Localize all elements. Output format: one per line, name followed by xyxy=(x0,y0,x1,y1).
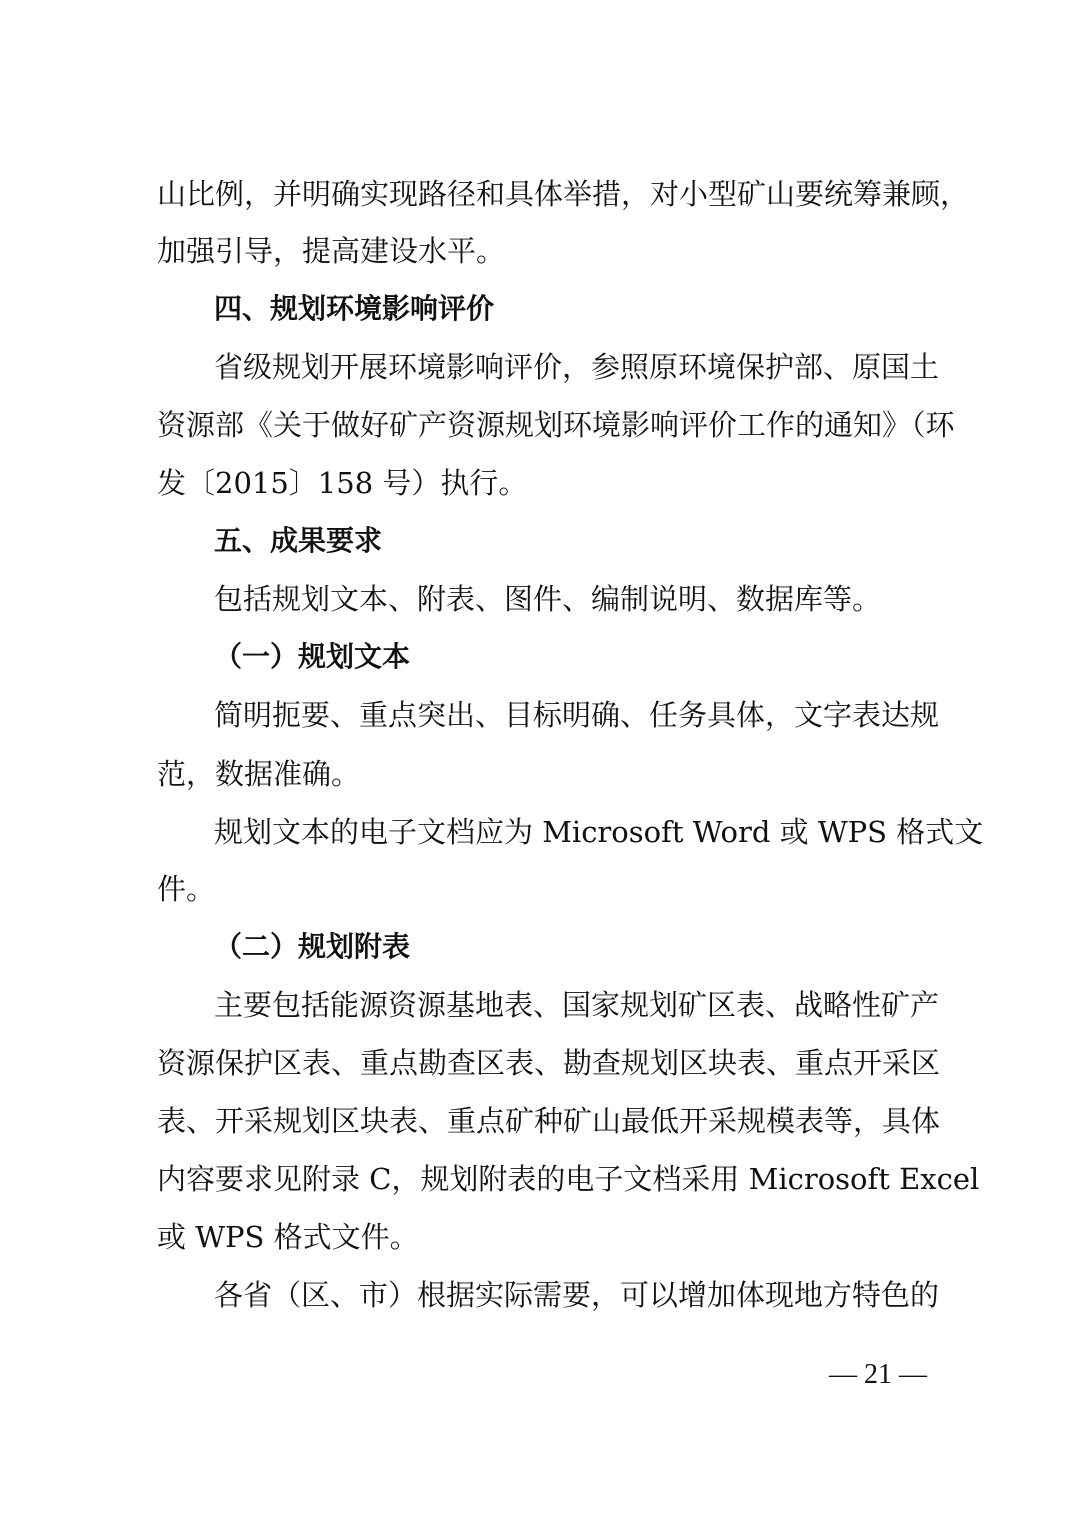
paragraph-line: 各省（区、市）根据实际需要，可以增加体现地方特色的 xyxy=(214,1278,940,1312)
paragraph-line: 包括规划文本、附表、图件、编制说明、数据库等。 xyxy=(214,582,882,616)
paragraph-line: 资源保护区表、重点勘查区表、勘查规划区块表、重点开采区 xyxy=(157,1046,941,1080)
paragraph-line: 主要包括能源资源基地表、国家规划矿区表、战略性矿产 xyxy=(214,988,940,1022)
paragraph-line: 山比例，并明确实现路径和具体举措，对小型矿山要统筹兼顾， xyxy=(157,177,970,211)
paragraph-line: 简明扼要、重点突出、目标明确、任务具体，文字表达规 xyxy=(214,698,940,732)
paragraph-line: 内容要求见附录 C，规划附表的电子文档采用 Microsoft Excel xyxy=(157,1162,980,1196)
paragraph-line: 加强引导，提高建设水平。 xyxy=(157,234,506,268)
paragraph-line: 范，数据准确。 xyxy=(157,757,361,791)
section-heading: 五、成果要求 xyxy=(214,524,383,557)
paragraph-line: 规划文本的电子文档应为 Microsoft Word 或 WPS 格式文 xyxy=(214,815,984,849)
subsection-heading: （一）规划文本 xyxy=(214,640,411,673)
paragraph-line: 表、开采规划区块表、重点矿种矿山最低开采规模表等，具体 xyxy=(157,1104,941,1138)
paragraph-line: 件。 xyxy=(157,872,216,906)
subsection-heading: （二）规划附表 xyxy=(214,930,411,963)
paragraph-line: 或 WPS 格式文件。 xyxy=(157,1220,419,1254)
paragraph-line: 发〔2015〕158 号）执行。 xyxy=(157,466,528,500)
paragraph-line: 省级规划开展环境影响评价，参照原环境保护部、原国土 xyxy=(214,350,940,384)
paragraph-line: 资源部《关于做好矿产资源规划环境影响评价工作的通知》（环 xyxy=(157,408,955,442)
page-number: — 21 — xyxy=(829,1359,927,1390)
section-heading: 四、规划环境影响评价 xyxy=(214,292,495,325)
